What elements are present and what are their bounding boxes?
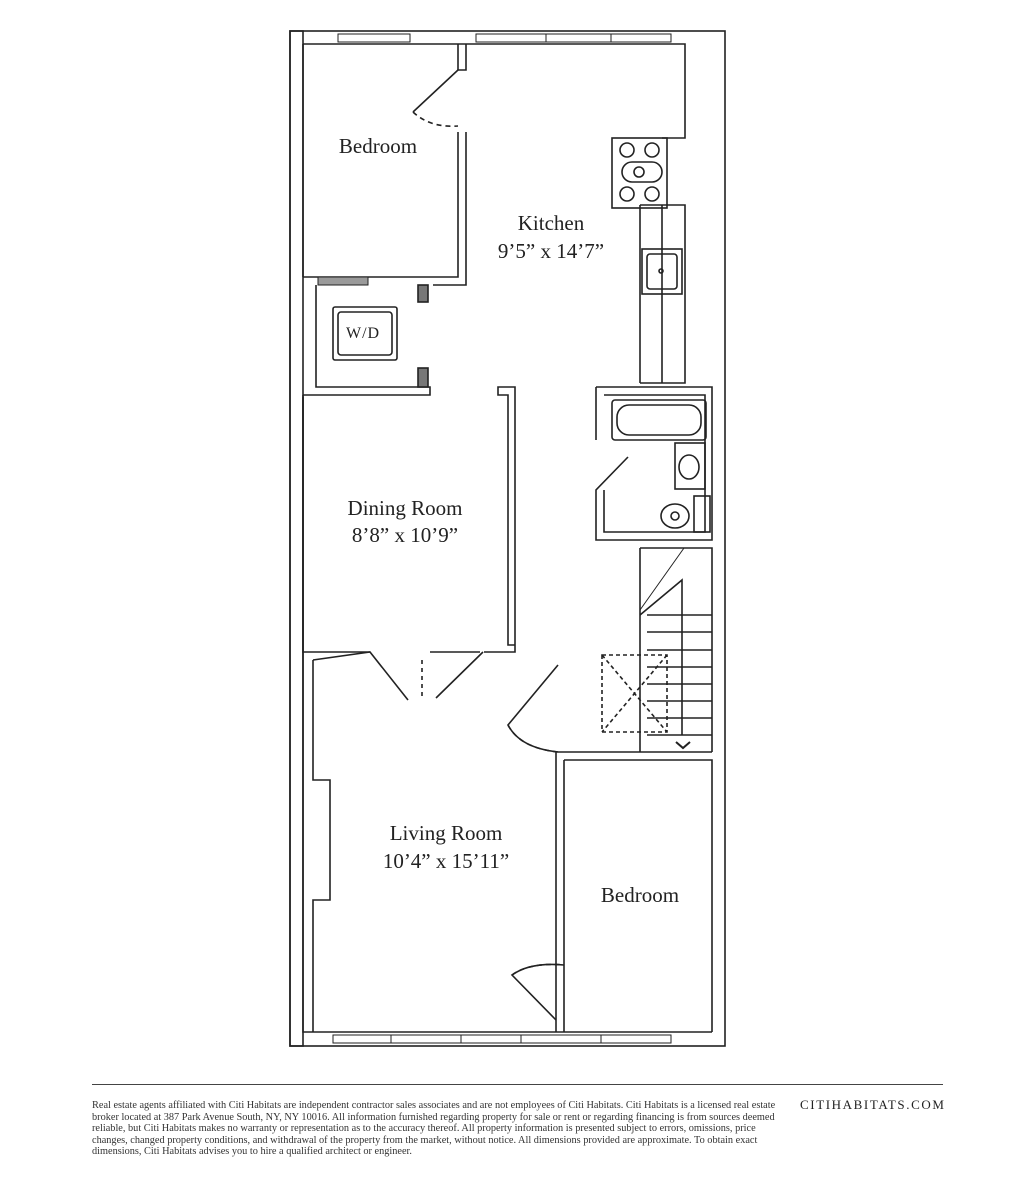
footer-divider [92,1084,943,1085]
disclaimer-text: Real estate agents affiliated with Citi Habitats are independent contractor sales associates and are not employees of Citi Habitats. Citi Habitats is a licensed real estate broker located at 387 Park Avenue South, NY, NY 10016. All information furnished regarding property for sale or rent or regarding financing is from sources deemed reliable, but Citi Habitats makes no warranty or representation as to the accuracy thereof. All property information is presented subject to errors, omissions, price changes, changed property conditions, and withdrawal of the property from the market, without notice. All dimensions provided are approximate. To obtain exact dimensions, Citi Habitats advises you to hire a qualified architect or engineer. [92,1100,776,1158]
room-labels [339,134,679,907]
brand-link[interactable]: CITIHABITATS.COM [800,1097,946,1112]
bathroom-sink [675,443,705,489]
living-door [508,665,558,752]
bottom-windows [333,1035,671,1043]
dining-label: Dining Room [347,496,463,520]
skylight [602,655,667,732]
living-dims: 10’4” x 15’11” [382,849,510,873]
toilet [661,496,710,532]
top-windows [338,34,671,42]
stair-walls [640,548,712,752]
wd-label: W/D [346,325,381,342]
bedroom-top-label: Bedroom [338,134,418,158]
stove [612,138,667,208]
bathtub [612,400,706,440]
kitchen-dims: 9’5” x 14’7” [497,239,605,263]
living-label: Living Room [389,821,503,845]
bedroom-bottom-label: Bedroom [600,883,680,907]
kitchen-label: Kitchen [517,211,585,235]
dining-dims: 8’8” x 10’9” [351,523,459,547]
bedroom-top-walls [303,44,466,285]
